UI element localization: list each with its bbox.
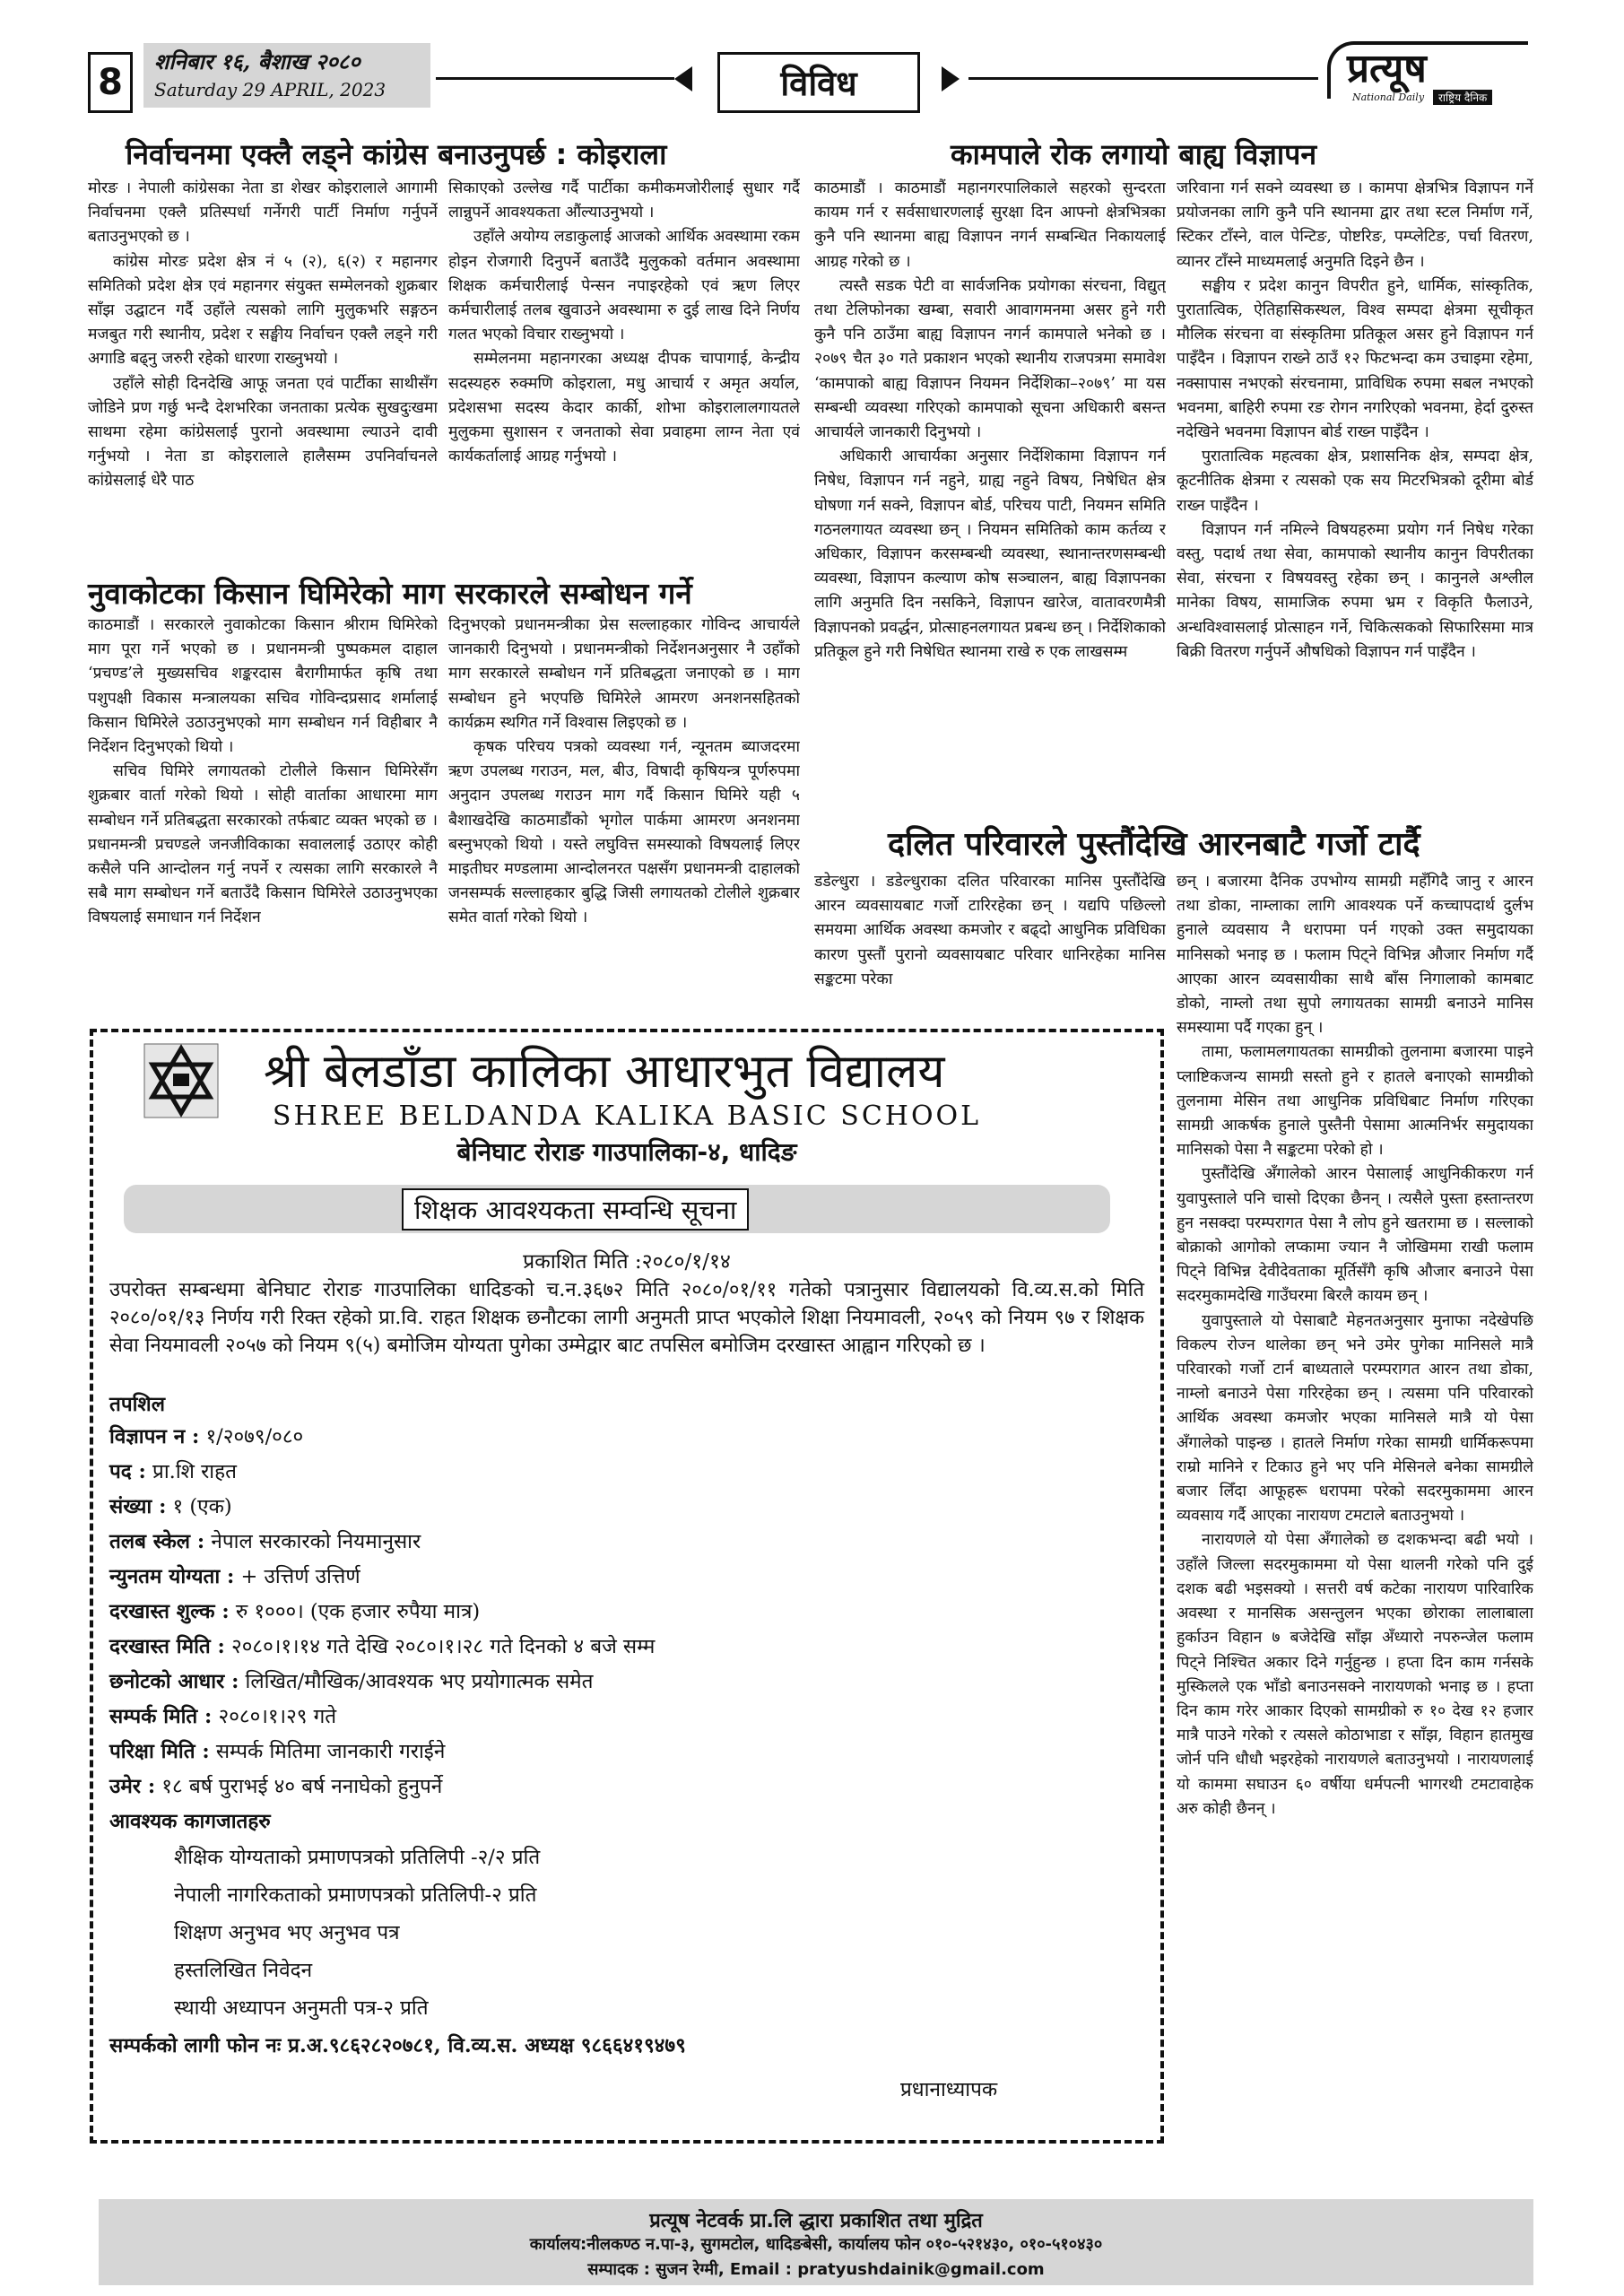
article-kampa-col2: जरिवाना गर्न सक्ने व्यवस्था छ । कामपा क्षेत्रभित्र विज्ञापन गर्ने प्रयोजनका लागि कुनै पनि स्थानमा द्वार तथा स्टल निर्माण गर्ने, स्टिकर टाँस्ने, वाल पेन्टिङ, पोष्टरिङ, पम्प्लेटिङ, पर्चा वितरण, व्यानर टाँस्ने माध्यमलाई अनुमति दिइने छैन । सङ्घीय र प्रदेश कानुन विपरीत हुने, धार्मिक, सांस्कृतिक, पुरातात्विक, ऐतिहासिकस्थल, विश्व सम्पदा क्षेत्रमा सूचीकृत मौलिक संरचना वा संस्कृतिमा प्रतिकूल असर हुने विज्ञापन गर्न पाइँदैन । विज्ञापन राख्ने ठाउँ १२ फिटभन्दा कम उचाइमा रहेमा, नक्सापास नभएको संरचनामा, प्राविधिक रुपमा सबल नभएको भवनमा, बाहिरी रुपमा रङ रोगन नगरिएको भवनमा, हेर्दा दुरुस्त नदेखिने भवनमा विज्ञापन बोर्ड राख्न पाइँदैन । पुरातात्विक महत्वका क्षेत्र, प्रशासनिक क्षेत्र, सम्पदा क्षेत्र, कूटनीतिक क्षेत्रमा र त्यसको एक सय मिटरभित्रको दूरीमा बोर्ड राख्न पाइँदैन । विज्ञापन गर्न नमिल्ने विषयहरुमा प्रयोग गर्न निषेध गरेका वस्तु, पदार्थ तथा सेवा, कामपाको स्थानीय कानुन विपरीतका सेवा, संरचना र विषयवस्तु रहेका छन् । कानुनले अश्लील मानेका विषय, सामाजिक रुपमा भ्रम र विकृति फैलाउने, अन्धविश्वासलाई प्रोत्साहन गर्ने, चिकित्सकको सिफारिसमा मात्र बिक्री वितरण गर्नुपर्ने औषधिको विज्ञापन गर्न पाइँदैन । xyxy=(1177,179,1533,661)
notice-title-band xyxy=(124,1185,1110,1233)
article-kampa-col1: काठमाडौं । काठमाडौं महानगरपालिकाले सहरको सुन्दरता कायम गर्न र सर्वसाधारणलाई सुरक्षा दिन आफ्नो क्षेत्रभित्रका कुनै पनि स्थानमा बाह्य विज्ञापन नगर्न सम्बन्धित निकायलाई आग्रह गरेको छ । त्यस्तै सडक पेटी वा सार्वजनिक प्रयोगका संरचना, विद्युत् तथा टेलिफोनका खम्बा, सवारी आवागमनमा असर हुने गरी कुनै पनि ठाउँमा बाह्य विज्ञापन नगर्न कामपाले भनेको छ । २०७९ चैत ३० गते प्रकाशन भएको स्थानीय राजपत्रमा समावेश ‘कामपाको बाह्य विज्ञापन नियमन निर्देशिका–२०७९’ मा यस सम्बन्धी व्यवस्था गरिएको कामपाको सूचना अधिकारी बसन्त आचार्यले जानकारी दिनुभयो । अधिकारी आचार्यका अनुसार निर्देशिकामा विज्ञापन गर्न निषेध, विज्ञापन गर्न नहुने, ग्राह्य नहुने विषय, निषेधित क्षेत्र घोषणा गर्न सक्ने, विज्ञापन बोर्ड, परिचय पाटी, नियमन समिति गठनलगायत व्यवस्था छन् । नियमन समितिको काम कर्तव्य र अधिकार, विज्ञापन करसम्बन्धी व्यवस्था, स्थानान्तरणसम्बन्धी व्यवस्था, विज्ञापन कल्याण कोष सञ्चालन, बाह्य विज्ञापनका लागि अनुमति दिन नसकिने, विज्ञापन खारेज, वातावरणमैत्री विज्ञापनको प्रवर्द्धन, प्रोत्साहनलगायत प्रबन्ध छन् । निर्देशिकाको प्रतिकूल हुने गरी निषेधित स्थानमा राखे रु एक लाखसम्म xyxy=(814,179,1166,661)
footer-publisher: प्रत्यूष नेटवर्क प्रा.लि द्धारा प्रकाशित तथा मुद्रित xyxy=(649,2210,983,2232)
article-ghimire-col1: काठमाडौं । सरकारले नुवाकोटका किसान श्रीराम घिमिरेको माग पूरा गर्ने भएको छ । प्रधानमन्त्री पुष्पकमल दाहाल ‘प्रचण्ड’ले मुख्यसचिव शङ्करदास बैरागीमार्फत कृषि तथा पशुपक्षी विकास मन्त्रालयका सचिव गोविन्दप्रसाद शर्मालाई किसान घिमिरेले उठाउनुभएको माग सम्बोधन गर्न विहीबार नै निर्देशन दिनुभएको थियो । सचिव घिमिरे लगायतको टोलीले किसान घिमिरेसँग शुक्रबार वार्ता गरेको थियो । सोही वार्ताका आधारमा माग सम्बोधन गर्ने प्रतिबद्धता सरकारको तर्फबाट व्यक्त भएको छ ।प्रधानमन्त्री प्रचण्डले जनजीविकाका सवाललाई उठाएर कोही कसैले पनि आन्दोलन गर्नु नपर्ने र त्यसका लागि सरकारले नै सबै माग सम्बोधन गर्ने बताउँदै किसान घिमिरेले उठाउनुभएका विषयलाई समाधान गर्न निर्देशन xyxy=(88,616,438,927)
article-koirala-col2: सिकाएको उल्लेख गर्दै पार्टीका कमीकमजोरीलाई सुधार गर्दै लान्नुपर्ने आवश्यकता औंल्याउनुभयो । उहाँले अयोग्य लडाकुलाई आजको आर्थिक अवस्थामा रकम होइन रोजगारी दिनुपर्ने बताउँदै मुलुकको वर्तमान अवस्थामा शिक्षक कर्मचारीलाई पेन्सन नपाइरहेको एवं ऋण लिएर कर्मचारीलाई तलब खुवाउने अवस्थामा रु दुई लाख दिने निर्णय गलत भएको विचार राख्नुभयो । सम्मेलनमा महानगरका अध्यक्ष दीपक चापागाई, केन्द्रीय सदस्यहरु रुक्मणि कोइराला, मधु आचार्य र अमृत अर्याल, प्रदेशसभा सदस्य केदार कार्की, शोभा कोइरालालगायतले मुलुकमा सुशासन र जनताको सेवा प्रवाहमा लाग्न नेता एवं कार्यकर्तालाई आग्रह गर्नुभयो । xyxy=(448,179,800,466)
school-name-nepali: श्री बेलडाँडा कालिका आधारभुत विद्यालय xyxy=(264,1045,945,1099)
document-item: स्थायी अध्यापन अनुमती पत्र-२ प्रति xyxy=(174,1996,429,2020)
school-address: बेनिघाट रोराङ गाउपालिका-४, धादिङ xyxy=(456,1137,797,1167)
article-ghimire-headline: नुवाकोटका किसान घिमिरेको माग सरकारले सम्बोधन गर्ने xyxy=(88,576,692,611)
footer-editor-email: सम्पादक : सुजन रेग्मी, Email : pratyushdainik@gmail.com xyxy=(587,2260,1045,2279)
article-koirala-headline: निर्वाचनमा एक्लै लड्ने कांग्रेस बनाउनुपर्छ : कोइराला xyxy=(126,137,667,171)
newspaper-logo: प्रत्यूष National Daily राष्ट्रिय दैनिक xyxy=(1327,41,1524,113)
school-notice xyxy=(90,1029,1164,2144)
detail-row: संख्या : १ (एक) xyxy=(109,1495,232,1518)
page-number: 8 xyxy=(88,52,133,113)
date-box xyxy=(143,43,430,108)
footer xyxy=(99,2199,1533,2285)
contact-phone: सम्पर्कको लागी फोन नः प्र.अ.९८६२८२०७८१, वि.व्य.स. अध्यक्ष ९८६६४१९४७९ xyxy=(109,2034,686,2057)
document-item: नेपाली नागरिकताको प्रमाणपत्रको प्रतिलिपी-२ प्रति xyxy=(174,1883,537,1907)
date-english: Saturday 29 APRIL, 2023 xyxy=(154,79,386,100)
school-name-english: SHREE BELDANDA KALIKA BASIC SCHOOL xyxy=(272,1100,982,1132)
detail-row: विज्ञापन न : १/२०७९/०८० xyxy=(109,1425,304,1448)
detail-row: छनोटको आधार : लिखित/मौखिक/आवश्यक भए प्रयोगात्मक समेत xyxy=(109,1670,594,1693)
document-item: शिक्षण अनुभव भए अनुभव पत्र xyxy=(174,1921,400,1944)
article-koirala-col1: मोरङ । नेपाली कांग्रेसका नेता डा शेखर कोइरालाले आगामी निर्वाचनमा एक्लै प्रतिस्पर्धा गर्नेगरी पार्टी निर्माण गर्नुपर्ने बताउनुभएको छ । कांग्रेस मोरङ प्रदेश क्षेत्र नं ५ (२), ६(२) र महानगर समितिको प्रदेश क्षेत्र एवं महानगर संयुक्त सम्मेलनको शुक्रबार साँझ उद्घाटन गर्दै उहाँले त्यसको लागि मुलुकभरि सङ्गठन मजबुत गरी स्थानीय, प्रदेश र सङ्घीय निर्वाचन एक्लै लड्ने गरी अगाडि बढ्नु जरुरी रहेको धारणा राख्नुभयो । उहाँले सोही दिनदेखि आफू जनता एवं पार्टीका साथीसँग जोडिने प्रण गर्छु भन्दै देशभरिका जनताका प्रत्येक सुखदुःखमा साथमा रहेमा कांग्रेसलाई पुरानो अवस्थामा ल्याउने दावी गर्नुभयो । नेता डा कोइरालाले हालैसम्म उपनिर्वाचनले कांग्रेसलाई धेरै पाठ xyxy=(88,179,438,491)
notice-title: शिक्षक आवश्यकता सम्वन्धि सूचना xyxy=(402,1188,749,1231)
detail-row: पद : प्रा.शि राहत xyxy=(109,1460,237,1483)
article-dalit-col1: डडेल्धुरा । डडेल्धुराका दलित परिवारका मानिस पुस्तौंदेखि आरन व्यवसायबाट गर्जो टारिरहेका छन् । यद्यपि पछिल्लो समयमा आर्थिक अवस्था कमजोर र बढ्दो आधुनिक प्रविधिका कारण पुस्तौं पुरानो व्यवसायबाट परिवार धानिरहेका मानिस सङ्कटमा परेका xyxy=(814,873,1166,988)
published-date: प्रकाशित मिति :२०८०/१/१४ xyxy=(523,1250,731,1274)
detail-row: तलब स्केल : नेपाल सरकारको नियमानुसार xyxy=(109,1530,421,1553)
arrow-left-icon xyxy=(674,66,692,91)
notice-body: उपरोक्त सम्बन्धमा बेनिघाट रोराङ गाउपालिका धादिङको च.न.३६७२ मिति २०८०/०१/११ गतेको पत्रानुसार विद्यालयको वि.व्य.स.को मिति २०८०/०१/१३ निर्णय गरी रिक्त रहेको प्रा.वि. राहत शिक्षक छनौटका लागी अनुमती प्राप्त भएकोले शिक्षा नियमावली, २०५९ को नियम ९७ र शिक्षक सेवा नियमावली २०५७ को नियम ९(५) बमोजिम योग्यता पुगेका उम्मेद्वार बाट तपसिल बमोजिम दरखास्त आह्वान गरिएको छ । xyxy=(109,1279,1144,1357)
article-kampa-headline: कामपाले रोक लगायो बाह्य विज्ञापन xyxy=(951,137,1317,171)
detail-row: दरखास्त मिति : २०८०।१।१४ गते देखि २०८०।१।२८ गते दिनको ४ बजे सम्म xyxy=(109,1635,656,1658)
masthead-rule-left xyxy=(436,77,674,80)
detail-row: परिक्षा मिति : सम्पर्क मितिमा जानकारी गराईने xyxy=(109,1740,446,1763)
date-nepali: शनिबार १६, बैशाख २०८० xyxy=(154,48,360,74)
detail-row: उमेर : १८ बर्ष पुराभई ४० बर्ष ननाघेको हुनुपर्ने xyxy=(109,1775,443,1798)
masthead-rule-right xyxy=(968,77,1318,80)
detail-row: न्युनतम योग्यता : + उत्तिर्ण उत्तिर्ण xyxy=(109,1565,360,1588)
document-item: शैक्षिक योग्यताको प्रमाणपत्रको प्रतिलिपी -२/२ प्रति xyxy=(174,1846,541,1869)
tapasil-label: तपशिल xyxy=(109,1393,165,1416)
section-title: विविध xyxy=(717,52,920,113)
detail-row: सम्पर्क मिति : २०८०।१।२९ गते xyxy=(109,1705,337,1728)
document-item: हस्तलिखित निवेदन xyxy=(174,1959,313,1982)
documents-label: आवश्यक कागजातहरु xyxy=(109,1810,271,1833)
article-dalit-col2: छन् । बजारमा दैनिक उपभोग्य सामग्री महँगिदै जानु र आरन तथा डोका, नाम्लाका लागि आवश्यक पर्ने कच्चापदार्थ दुर्लभ हुनाले व्यवसाय नै धरापमा पर्न गएको उक्त समुदायका मानिसको भनाइ छ । फलाम पिट्ने विभिन्न औजार निर्माण गर्दै आएका आरन व्यवसायीका साथै बाँस निगालाको कामबाट डोको, नाम्लो तथा सुपो लगायतका सामग्री बनाउने मानिस समस्यामा पर्दै गएका हुन् । तामा, फलामलगायतका सामग्रीको तुलनामा बजारमा पाइने प्लाष्टिकजन्य सामग्री सस्तो हुने र हातले बनाएको सामग्रीको तुलनामा मेसिन तथा आधुनिक प्रविधिबाट निर्माण गरिएका सामग्री आकर्षक हुनाले पुस्तैनी पेसामा आत्मनिर्भर समुदायका मानिसको पेसा नै सङ्कटमा परेको हो । पुस्तौंदेखि अँगालेको आरन पेसालाई आधुनिकीकरण गर्न युवापुस्ताले पनि चासो दिएका छैनन् । त्यसैले पुस्ता हस्तान्तरण हुन नसक्दा परम्परागत पेसा नै लोप हुने खतरामा छ । सल्लाको बोक्राको आगोको लप्कामा ज्यान नै जोखिममा राखी फलाम पिट्ने विभिन्न देवीदेवताका मूर्तिसँगै कृषि औजार बनाउने पेसा सदरमुकामदेखि गाउँघरमा बिरलै कायम छन् । युवापुस्ताले यो पेसाबाटै मेहनतअनुसार मुनाफा नदेखेपछि विकल्प रोज्न थालेका छन् भने उमेर पुगेका मानिसले मात्रै परिवारको गर्जो टार्न बाध्यताले परम्परागत आरन तथा डोका, नाम्लो बनाउने पेसा गरिरहेका छन् । त्यसमा पनि परिवारको आर्थिक अवस्था कमजोर भएका मानिसले मात्रै यो पेसा अँगालेको पाइन्छ । हातले निर्माण गरेका सामग्री धार्मिकरूपमा राम्रो मानिने र टिकाउ हुने भए पनि मेसिनले बनेका सामग्रीले बजार लिँदा आफूहरू धरापमा परेको सदरमुकाममा आरन व्यवसाय गर्दै आएका नारायण टमटाले बताउनुभयो । नारायणले यो पेसा अँगालेको छ दशकभन्दा बढी भयो । उहाँले जिल्ला सदरमुकाममा यो पेसा थालनी गरेको पनि दुई दशक बढी भइसक्यो । सत्तरी वर्ष कटेका नारायण पारिवारिक अवस्था र मानसिक असन्तुलन भएका छोराका लालाबाला हुर्काउन विहान ७ बजेदेखि साँझ अँध्यारो नपरुन्जेल फलाम पिट्ने निश्चित अकार दिने गर्नुहुन्छ । हप्ता दिन काम गर्नसके मुस्किलले एक भाँडो बनाउनसक्ने नारायणको भनाइ छ । हप्ता दिन काम गरेर आकार दिएको सामग्रीको रु १० देख १२ हजार मात्रै पाउने गरेको र त्यसले कोठाभाडा र साँझ, विहान हातमुख जोर्न पनि धौधौ भइरहेको नारायणले बताउनुभयो । नारायणलाई यो काममा सघाउन ६० वर्षीया धर्मपत्नी भागरथी टमटावाहेक अरु कोही छैनन् । xyxy=(1177,873,1533,1818)
article-ghimire-col2: दिनुभएको प्रधानमन्त्रीका प्रेस सल्लाहकार गोविन्द आचार्यले जानकारी दिनुभयो । प्रधानमन्त्रीको निर्देशनअनुसार नै उहाँको माग सरकारले सम्बोधन गर्ने प्रतिबद्धता जनाएको छ । माग सम्बोधन हुने भएपछि घिमिरेले आमरण अनशनसहितको कार्यक्रम स्थगित गर्ने विश्वास लिइएको छ । कृषक परिचय पत्रको व्यवस्था गर्न, न्यूनतम ब्याजदरमा ऋण उपलब्ध गराउन, मल, बीउ, विषादी कृषियन्त्र पूर्णरुपमा अनुदान उपलब्ध गराउन माग गर्दै किसान घिमिरे यही ५ बैशाखदेखि काठमाडौंको भृगोल पार्कमा आमरण अनशनमा बस्नुभएको थियो । यस्ते लघुवित्त समस्याको विषयलाई लिएर माइतीघर मण्डलामा आन्दोलनरत पक्षसँग प्रधानमन्त्री दाहालको जनसम्पर्क सल्लाहकार बुद्धि जिसी लगायतको टोलीले शुक्रबार समेत वार्ता गरेको थियो । xyxy=(448,616,800,927)
arrow-right-icon xyxy=(942,66,960,91)
signature: प्रधानाध्यापक xyxy=(900,2078,998,2101)
footer-office: कार्यालय:नीलकण्ठ न.पा-३, सुगमटोल, धादिङबेसी, कार्यालय फोन ०१०-५२१४३०, ०१०-५१०४३० xyxy=(529,2235,1103,2254)
article-dalit-headline: दलित परिवारले पुस्तौंदेखि आरनबाटै गर्जो टार्दै xyxy=(888,826,1420,863)
detail-row: दरखास्त शुल्क : रु १०००। (एक हजार रुपैया मात्र) xyxy=(109,1600,481,1623)
